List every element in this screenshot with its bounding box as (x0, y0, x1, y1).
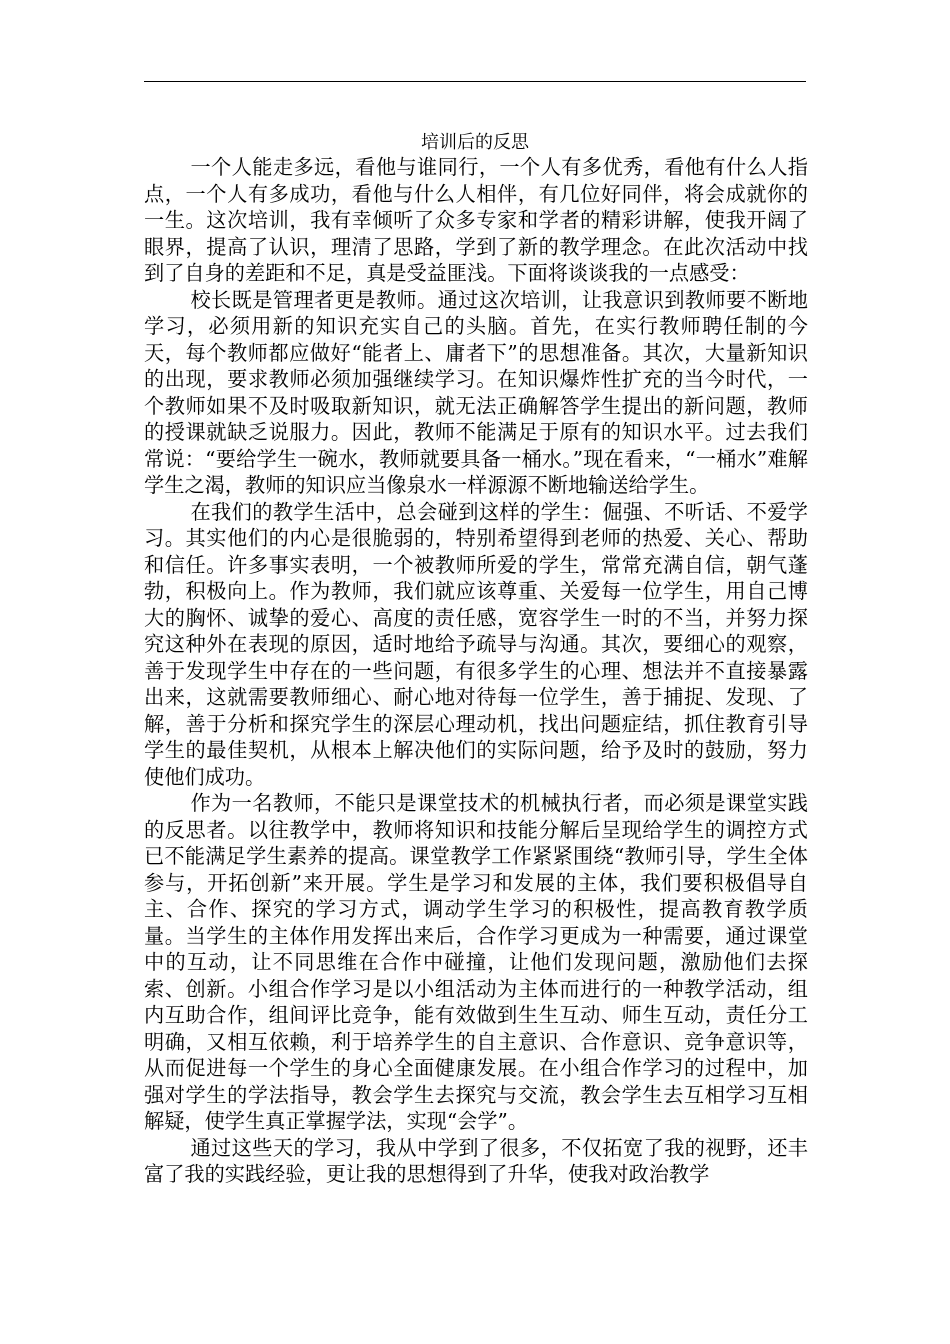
paragraph-1: 一个人能走多远，看他与谁同行，一个人有多优秀，看他有什么人指点，一个人有多成功，看他与什么人相伴，有几位好同伴，将会成就你的一生。这次培训，我有幸倾听了众多专家和学者的精彩讲解，使我开阔了眼界，提高了认识，理清了思路，学到了新的教学理念。在此次活动中找到了自身的差距和不足，真是受益匪浅。下面将谈谈我的一点感受： (144, 155, 808, 285)
document-title: 培训后的反思 (421, 132, 529, 153)
paragraph-4: 作为一名教师，不能只是课堂技术的机械执行者，而必须是课堂实践的反思者。以往教学中，教师将知识和技能分解后呈现给学生的调控方式已不能满足学生素养的提高。课堂教学工作紧紧围绕“教师引导，学生全体参与，开拓创新”来开展。学生是学习和发展的主体，我们要积极倡导自主、合作、探究的学习方式，调动学生学习的积极性，提高教育教学质量。当学生的主体作用发挥出来后，合作学习更成为一种需要，通过课堂中的互动，让不同思维在合作中碰撞，让他们发现问题，激励他们去探索、创新。小组合作学习是以小组活动为主体而进行的一种教学活动，组内互助合作，组间评比竞争，能有效做到生生互动、师生互动，责任分工明确，又相互依赖，利于培养学生的自主意识、合作意识、竞争意识等，从而促进每一个学生的身心全面健康发展。在小组合作学习的过程中，加强对学生的学法指导，教会学生去探究与交流，教会学生去互相学习互相解疑，使学生真正掌握学法，实现“会学”。 (144, 791, 808, 1133)
header-rule (144, 81, 806, 82)
paragraph-5: 通过这些天的学习，我从中学到了很多，不仅拓宽了我的视野，还丰富了我的实践经验，更让我的思想得到了升华，使我对政治教学 (144, 1135, 808, 1186)
paragraph-2: 校长既是管理者更是教师。通过这次培训，让我意识到教师要不断地学习，必须用新的知识充实自己的头脑。首先，在实行教师聘任制的今天，每个教师都应做好“能者上、庸者下”的思想准备。其次，大量新知识的出现，要求教师必须加强继续学习。在知识爆炸性扩充的当今时代，一个教师如果不及时吸取新知识，就无法正确解答学生提出的新问题，教师的授课就缺乏说服力。因此，教师不能满足于原有的知识水平。过去我们常说：“要给学生一碗水，教师就要具备一桶水。”现在看来，“一桶水”难解学生之渴，教师的知识应当像泉水一样源源不断地输送给学生。 (144, 287, 808, 497)
paragraph-3: 在我们的教学生活中，总会碰到这样的学生：倔强、不听话、不爱学习。其实他们的内心是很脆弱的，特别希望得到老师的热爱、关心、帮助和信任。许多事实表明，一个被教师所爱的学生，常常充满自信，朝气蓬勃，积极向上。作为教师，我们就应该尊重、关爱每一位学生，用自己博大的胸怀、诚挚的爱心、高度的责任感，宽容学生一时的不当，并努力探究这种外在表现的原因，适时地给予疏导与沟通。其次，要细心的观察，善于发现学生中存在的一些问题，有很多学生的心理、想法并不直接暴露出来，这就需要教师细心、耐心地对待每一位学生，善于捕捉、发现、了解，善于分析和探究学生的深层心理动机，找出问题症结，抓住教育引导学生的最佳契机，从根本上解决他们的实际问题，给予及时的鼓励，努力使他们成功。 (144, 499, 808, 789)
document-body (144, 154, 808, 1188)
